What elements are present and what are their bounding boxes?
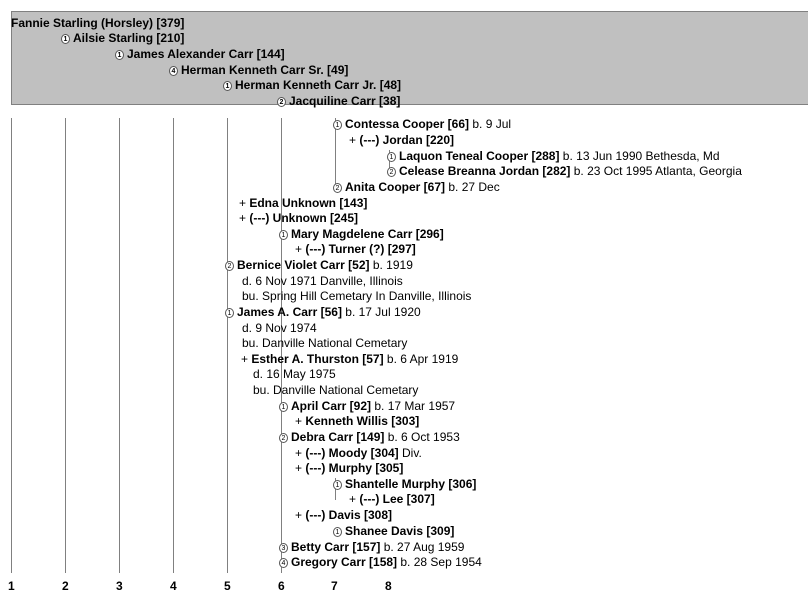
person-name: (---) Moody [304]	[305, 446, 399, 460]
person-name: Shanee Davis [309]	[345, 524, 455, 538]
person-detail-row	[242, 274, 403, 289]
order-marker-icon: 1	[333, 480, 342, 490]
spouse-row[interactable]	[241, 352, 458, 367]
ancestor-row[interactable]	[11, 16, 184, 31]
generation-number: 7	[331, 579, 338, 593]
person-name: Bernice Violet Carr [52]	[237, 258, 370, 272]
person-detail: b. 9 Jul	[469, 117, 512, 131]
person-name: Betty Carr [157]	[291, 540, 381, 554]
spouse-row[interactable]	[295, 242, 416, 257]
person-detail: b. 6 Oct 1953	[384, 430, 460, 444]
person-row[interactable]	[333, 524, 454, 539]
generation-number: 5	[224, 579, 231, 593]
burial-detail: bu. Danville National Cemetary	[253, 383, 419, 397]
order-marker-icon: 2	[225, 261, 234, 271]
person-detail: b. 13 Jun 1990 Bethesda, Md	[559, 149, 720, 163]
person-row[interactable]	[279, 430, 460, 445]
person-row[interactable]	[387, 164, 742, 179]
person-detail: b. 17 Jul 1920	[341, 305, 421, 319]
order-marker-icon: 1	[279, 402, 288, 412]
generation-line	[11, 118, 12, 573]
person-name: Kenneth Willis [303]	[305, 414, 420, 428]
person-name: (---) Murphy [305]	[305, 461, 404, 475]
person-row[interactable]	[279, 555, 482, 570]
person-name: Anita Cooper [67]	[345, 180, 446, 194]
person-name: James A. Carr [56]	[237, 305, 342, 319]
order-marker-icon: 3	[279, 543, 288, 553]
order-marker-icon: 1	[333, 120, 342, 130]
generation-line	[173, 118, 174, 573]
person-detail-row	[253, 367, 336, 382]
person-detail-row	[242, 321, 317, 336]
person-detail: b. 23 Oct 1995 Atlanta, Georgia	[570, 164, 742, 178]
order-marker-icon: 1	[225, 308, 234, 318]
person-name: Contessa Cooper [66]	[345, 117, 470, 131]
generation-number: 1	[8, 579, 15, 593]
ancestor-row[interactable]	[61, 31, 184, 46]
spouse-marker: +	[239, 211, 250, 225]
person-name: Shantelle Murphy [306]	[345, 477, 477, 491]
person-name: (---) Lee [307]	[359, 492, 435, 506]
spouse-row[interactable]	[349, 133, 454, 148]
ancestor-row[interactable]	[223, 78, 401, 93]
person-name: (---) Davis [308]	[305, 508, 393, 522]
order-marker-icon: 1	[279, 230, 288, 240]
death-detail: d. 6 Nov 1971 Danville, Illinois	[242, 274, 403, 288]
person-name: Edna Unknown [143]	[249, 196, 368, 210]
order-marker-icon: 1	[223, 81, 232, 91]
person-row[interactable]	[279, 399, 455, 414]
person-detail-row	[253, 383, 418, 398]
spouse-marker: +	[295, 414, 306, 428]
order-marker-icon: 1	[115, 50, 124, 60]
person-detail-row	[242, 336, 407, 351]
order-marker-icon: 2	[277, 97, 286, 107]
death-detail: d. 16 May 1975	[253, 367, 336, 381]
spouse-marker: +	[349, 492, 360, 506]
death-detail: d. 9 Nov 1974	[242, 321, 317, 335]
person-name: Mary Magdelene Carr [296]	[291, 227, 444, 241]
ancestor-row[interactable]	[169, 63, 348, 78]
burial-detail: bu. Danville National Cemetary	[242, 336, 408, 350]
person-name: Herman Kenneth Carr Sr. [49]	[181, 63, 349, 77]
spouse-row[interactable]	[295, 508, 392, 523]
person-row[interactable]	[333, 117, 511, 132]
spouse-marker: +	[349, 133, 360, 147]
spouse-marker: +	[295, 461, 306, 475]
spouse-marker: +	[241, 352, 252, 366]
generation-line	[119, 118, 120, 573]
person-row[interactable]	[225, 305, 421, 320]
person-detail: b. 27 Dec	[445, 180, 500, 194]
person-name: Fannie Starling (Horsley) [379]	[11, 16, 185, 30]
person-name: Esther A. Thurston [57]	[251, 352, 384, 366]
person-detail: Div.	[398, 446, 422, 460]
person-detail: b. 17 Mar 1957	[371, 399, 456, 413]
order-marker-icon: 2	[387, 167, 396, 177]
person-name: Herman Kenneth Carr Jr. [48]	[235, 78, 402, 92]
generation-number: 8	[385, 579, 392, 593]
person-name: Gregory Carr [158]	[291, 555, 398, 569]
order-marker-icon: 2	[333, 183, 342, 193]
ancestor-row[interactable]	[115, 47, 285, 62]
person-row[interactable]	[333, 477, 476, 492]
person-name: (---) Turner (?) [297]	[305, 242, 416, 256]
order-marker-icon: 1	[333, 527, 342, 537]
order-marker-icon: 2	[279, 433, 288, 443]
generation-line	[65, 118, 66, 573]
spouse-row[interactable]	[295, 461, 403, 476]
order-marker-icon: 1	[61, 34, 70, 44]
person-detail: b. 27 Aug 1959	[380, 540, 465, 554]
generation-number: 3	[116, 579, 123, 593]
person-name: Jacquiline Carr [38]	[289, 94, 401, 108]
generation-number: 2	[62, 579, 69, 593]
spouse-row[interactable]	[239, 196, 367, 211]
person-row[interactable]	[279, 540, 464, 555]
person-name: April Carr [92]	[291, 399, 372, 413]
order-marker-icon: 4	[279, 558, 288, 568]
spouse-row[interactable]	[295, 446, 422, 461]
person-name: (---) Unknown [245]	[249, 211, 358, 225]
order-marker-icon: 4	[169, 66, 178, 76]
person-name: James Alexander Carr [144]	[127, 47, 285, 61]
burial-detail: bu. Spring Hill Cemetary In Danville, Illinois	[242, 289, 472, 303]
person-detail: b. 1919	[369, 258, 413, 272]
person-name: Ailsie Starling [210]	[73, 31, 185, 45]
order-marker-icon: 1	[387, 152, 396, 162]
person-row[interactable]	[279, 227, 444, 242]
person-detail: b. 6 Apr 1919	[383, 352, 459, 366]
spouse-row[interactable]	[349, 492, 435, 507]
spouse-marker: +	[295, 508, 306, 522]
person-row[interactable]	[333, 180, 500, 195]
generation-number: 6	[278, 579, 285, 593]
person-name: Celease Breanna Jordan [282]	[399, 164, 571, 178]
spouse-row[interactable]	[295, 414, 419, 429]
person-row[interactable]	[387, 149, 720, 164]
ancestor-row[interactable]	[277, 94, 400, 109]
spouse-marker: +	[295, 242, 306, 256]
person-detail-row	[242, 289, 471, 304]
person-name: (---) Jordan [220]	[359, 133, 455, 147]
spouse-marker: +	[295, 446, 306, 460]
person-row[interactable]	[225, 258, 413, 273]
generation-line	[227, 118, 228, 573]
spouse-row[interactable]	[239, 211, 358, 226]
spouse-marker: +	[239, 196, 250, 210]
person-name: Debra Carr [149]	[291, 430, 385, 444]
generation-number: 4	[170, 579, 177, 593]
person-name: Laquon Teneal Cooper [288]	[399, 149, 560, 163]
person-detail: b. 28 Sep 1954	[397, 555, 482, 569]
